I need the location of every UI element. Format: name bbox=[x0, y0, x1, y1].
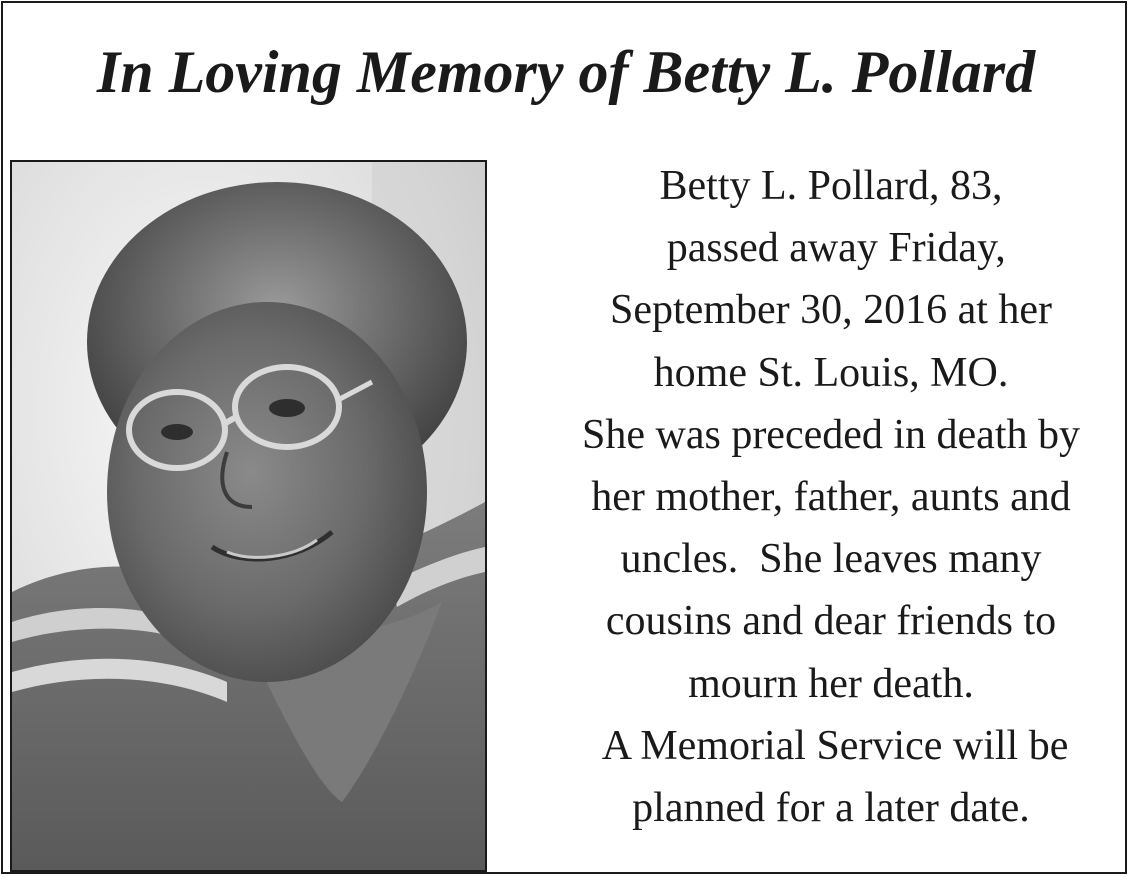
obituary-line: planned for a later date. bbox=[632, 785, 1030, 832]
obituary-line: She was preceded in death by bbox=[582, 411, 1080, 458]
portrait-photo bbox=[10, 160, 487, 872]
obituary-line: September 30, 2016 at her bbox=[609, 287, 1053, 334]
obituary-text bbox=[543, 155, 1119, 839]
obituary-line: cousins and dear friends to bbox=[605, 598, 1057, 645]
obituary-line: mourn her death. bbox=[688, 660, 974, 707]
obituary-line: passed away Friday, bbox=[656, 225, 1006, 272]
obituary-line: her mother, father, aunts and bbox=[591, 474, 1071, 521]
obituary-line: Betty L. Pollard, 83, bbox=[659, 163, 1003, 209]
portrait-illustration bbox=[12, 162, 485, 870]
memorial-headline: In Loving Memory of Betty L. Pollard bbox=[96, 39, 1036, 105]
obituary-line: A Memorial Service will be bbox=[593, 722, 1069, 769]
memorial-notice-frame bbox=[1, 1, 1127, 874]
obituary-line: home St. Louis, MO. bbox=[653, 349, 1009, 396]
obituary-line: uncles. She leaves many bbox=[620, 536, 1042, 583]
